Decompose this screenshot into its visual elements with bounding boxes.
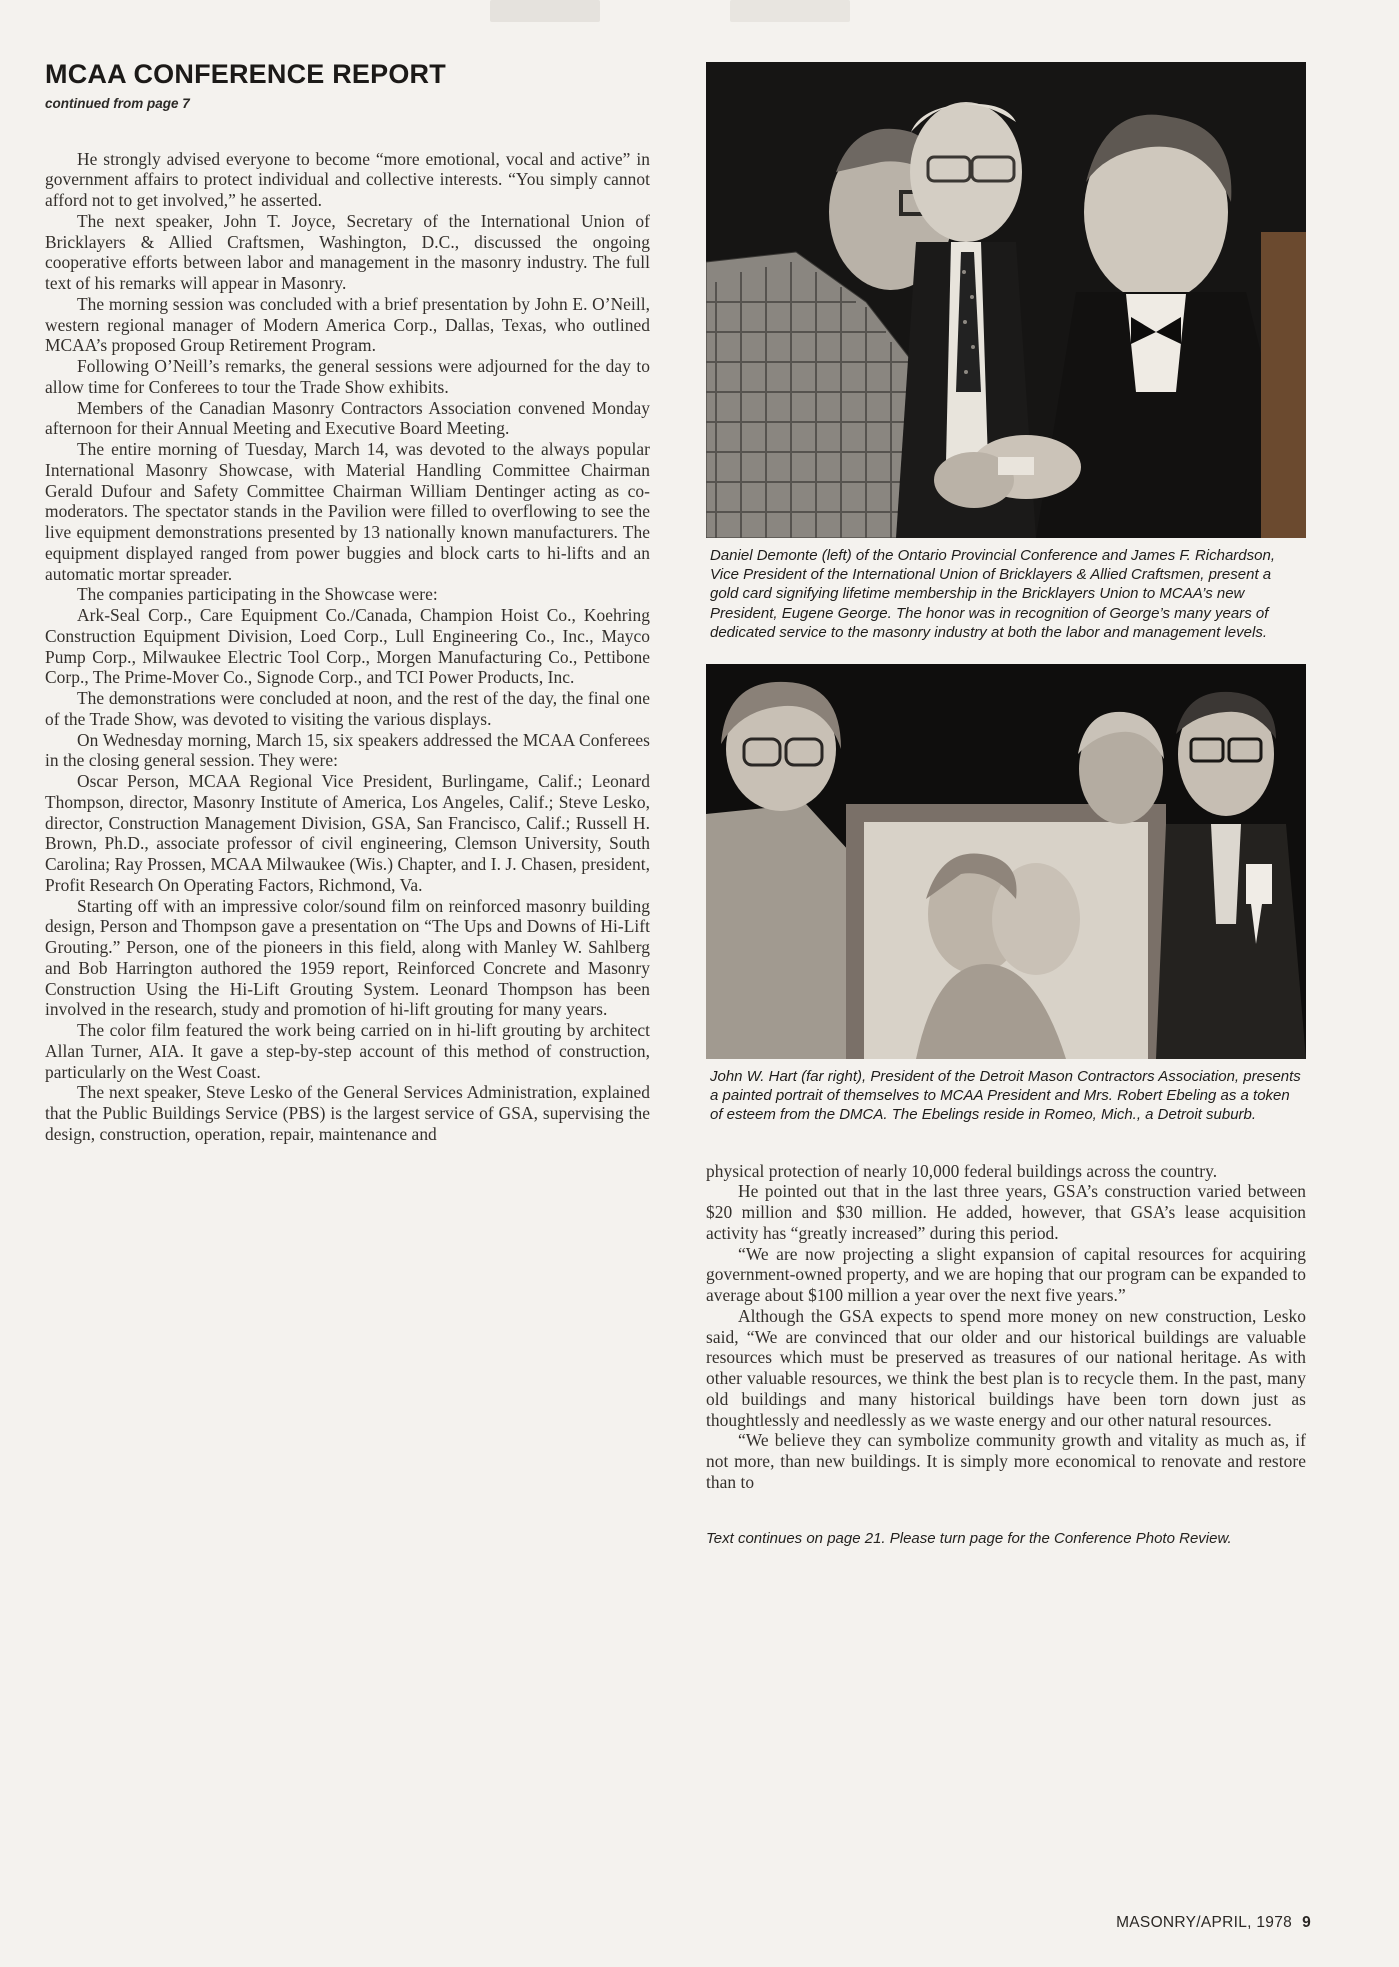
- paragraph: “We believe they can symbolize community growth and vitality as much as, if not more, than new buildings. It is simply more economical to renovate and restore than to: [706, 1430, 1306, 1492]
- photo-gold-card-presentation: [706, 62, 1306, 538]
- photo-caption: John W. Hart (far right), President of the Detroit Mason Contractors Association, presents a painted portrait of themselves to MCAA President and Mrs. Robert Ebeling as a token of esteem from the DMCA. The Ebelings reside in Romeo, Mich., a Detroit suburb.: [710, 1068, 1301, 1124]
- paragraph: He strongly advised everyone to become “more emotional, vocal and active” in government affairs to protect individual and collective interests. “You simply cannot afford not to get involved,” he asserted.: [45, 148, 650, 211]
- article-body-left: [45, 149, 650, 1145]
- paragraph: Members of the Canadian Masonry Contractors Association convened Monday afternoon for their Annual Meeting and Executive Board Meeting.: [45, 397, 650, 439]
- paragraph: The next speaker, Steve Lesko of the General Services Administration, explained that the Public Buildings Service (PBS) is the largest service of GSA, supervising the design, construction, operation, repair, maintenance and: [45, 1082, 650, 1144]
- page-title: MCAA CONFERENCE REPORT: [45, 59, 446, 89]
- paragraph: The entire morning of Tuesday, March 14, was devoted to the always popular International Masonry Showcase, with Material Handling Committee Chairman Gerald Dufour and Safety Committee Chairman William Dentinger acting as co-moderators. The spectator stands in the Pavilion were filled to overflowing to see the live equipment demonstrations presented by 13 nationally known manufacturers. The equipment displayed ranged from power buggies and block carts to hi-lifts and an automatic mortar spreader.: [45, 439, 650, 584]
- publication-date: MASONRY/APRIL, 1978: [1116, 1914, 1293, 1931]
- left-column: [45, 60, 650, 1145]
- photo-image: [706, 664, 1306, 1059]
- paragraph: He pointed out that in the last three years, GSA’s construction varied between $20 million and $30 million. He added, however, that GSA’s lease acquisition activity has “greatly increased” during this period.: [706, 1181, 1306, 1243]
- paragraph: Ark-Seal Corp., Care Equipment Co./Canada, Champion Hoist Co., Koehring Construction Equipment Division, Loed Corp., Lull Engineering Co., Inc., Mayco Pump Corp., Milwaukee Electric Tool Corp., Morgen Manufacturing Co., Pettibone Corp., The Prime-Mover Co., Signode Corp., and TCI Power Products, Inc.: [45, 605, 650, 688]
- continuation-note: Text continues on page 21. Please turn page for the Conference Photo Review.: [706, 1529, 1232, 1547]
- photo-caption: Daniel Demonte (left) of the Ontario Provincial Conference and James F. Richardson, Vice President of the International Union of Bricklayers & Allied Craftsmen, present a gold card signifying lifetime membership in the Bricklayers Union to MCAA’s new President, Eugene George. The honor was in recognition of George’s many years of dedicated service to the masonry industry at both the labor and management levels.: [710, 547, 1275, 641]
- paragraph: On Wednesday morning, March 15, six speakers addressed the MCAA Conferees in the closing general session. They were:: [45, 729, 650, 771]
- article-body-right: [706, 1161, 1306, 1493]
- right-column: [706, 62, 1306, 1549]
- paragraph: “We are now projecting a slight expansion of capital resources for acquiring government-owned property, and we are hoping that our program can be expanded to average about $100 million a year over the next five years.”: [706, 1243, 1306, 1306]
- scan-artifact: [730, 0, 850, 22]
- continued-note: continued from page 7: [45, 95, 190, 111]
- paragraph: Following O’Neill’s remarks, the general sessions were adjourned for the day to allow time for Conferees to tour the Trade Show exhibits.: [45, 356, 650, 397]
- page-number: 9: [1302, 1914, 1311, 1931]
- paragraph: Oscar Person, MCAA Regional Vice President, Burlingame, Calif.; Leonard Thompson, director, Masonry Institute of America, Los Angeles, Calif.; Steve Lesko, director, Construction Management Division, GSA, San Francisco, Calif.; Russell H. Brown, Ph.D., associate professor of civil engineering, Clemson University, South Carolina; Ray Prossen, MCAA Milwaukee (Wis.) Chapter, and I. J. Chasen, president, Profit Research On Operating Factors, Richmond, Va.: [45, 771, 650, 895]
- photo-image: [706, 62, 1306, 538]
- photo-portrait-presentation: [706, 664, 1306, 1059]
- paragraph: Although the GSA expects to spend more money on new construction, Lesko said, “We are convinced that our older and our historical buildings are valuable resources which must be preserved as treasures of our national heritage. As with other valuable resources, we think the best plan is to recycle them. In the past, many old buildings and many historical buildings have been torn down just as thoughtlessly and needlessly as we waste energy and our other natural resources.: [706, 1305, 1306, 1430]
- paragraph: The demonstrations were concluded at noon, and the rest of the day, the final one of the Trade Show, was devoted to visiting the various displays.: [45, 688, 650, 729]
- scan-artifact: [490, 0, 600, 22]
- paragraph: physical protection of nearly 10,000 federal buildings across the country.: [706, 1160, 1218, 1181]
- paragraph: The companies participating in the Showcase were:: [77, 584, 438, 605]
- paragraph: Starting off with an impressive color/sound film on reinforced masonry building design, Person and Thompson gave a presentation on “The Ups and Downs of Hi-Lift Grouting.” Person, one of the pioneers in this field, along with Manley W. Sahlberg and Bob Harrington authored the 1959 report, Reinforced Concrete and Masonry Construction Using the Hi-Lift Grouting System. Leonard Thompson has been involved in the research, study and promotion of hi-lift grouting for many years.: [45, 895, 650, 1020]
- paragraph: The morning session was concluded with a brief presentation by John E. O’Neill, western regional manager of Modern America Corp., Dallas, Texas, who outlined MCAA’s proposed Group Retirement Program.: [45, 293, 650, 356]
- paragraph: The next speaker, John T. Joyce, Secretary of the International Union of Bricklayers & Allied Craftsmen, Washington, D.C., discussed the ongoing cooperative efforts between labor and management in the masonry industry. The full text of his remarks will appear in Masonry.: [45, 210, 650, 294]
- paragraph: The color film featured the work being carried on in hi-lift grouting by architect Allan Turner, AIA. It gave a step-by-step account of this method of construction, particularly on the West Coast.: [45, 1020, 650, 1082]
- page-footer: [1116, 1914, 1311, 1932]
